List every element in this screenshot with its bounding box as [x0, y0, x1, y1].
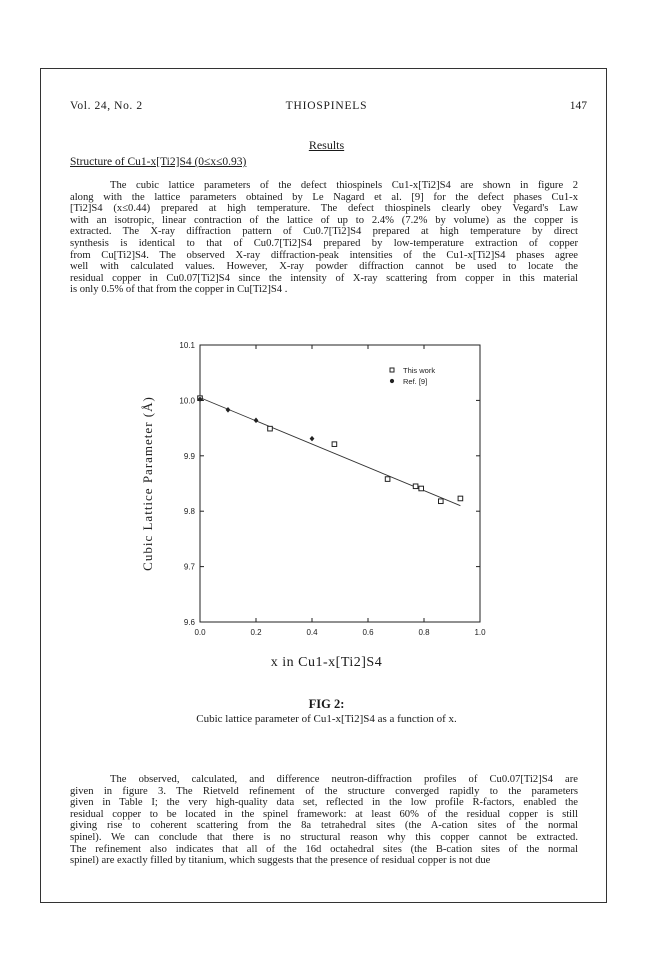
figure-caption: Cubic lattice parameter of Cu1-x[Ti2]S4 as a function of x. [196, 713, 457, 725]
text-line: [Ti2]S4 (x≤0.44) prepared at high temperature. The defect thiospinels clearly obey Vegard's Law [70, 203, 578, 215]
x-tick-label: 0.4 [306, 628, 318, 637]
y-tick-label: 9.8 [183, 507, 195, 517]
x-tick-label: 1.0 [474, 628, 486, 637]
y-tick-label: 10.0 [179, 396, 195, 406]
text-line: The cubic lattice parameters of the defect thiospinels Cu1-x[Ti2]S4 are shown in figure 2 [110, 180, 578, 191]
y-tick-label: 10.1 [179, 341, 195, 350]
x-axis-label: x in Cu1-x[Ti2]S4 [270, 655, 383, 670]
text-line: residual copper in Cu0.07[Ti2]S4 since the intensity of X-ray scattering from copper in this material [70, 272, 578, 284]
x-tick-label: 0.2 [250, 628, 262, 637]
data-point-ref9 [310, 436, 315, 442]
figure-title: FIG 2: [308, 697, 345, 711]
legend-label: This work [403, 366, 436, 375]
subheading: Structure of Cu1-x[Ti2]S4 (0≤x≤0.93) [70, 156, 247, 168]
legend-label: Ref. [9] [403, 377, 428, 386]
data-point-this-work [439, 499, 444, 504]
text-line: giving rise to coherent scattering from the 8a tetrahedral sites (the A-cation sites of the normal [70, 820, 578, 832]
text-line: with an isotropic, linear contraction of the lattice of up to 2.4% (7.2% by volume) as the copper is [70, 214, 578, 226]
journal-volume: Vol. 24, No. 2 [70, 100, 143, 112]
lattice-parameter-chart [130, 340, 500, 650]
page-number: 147 [569, 100, 587, 112]
data-point-ref9 [226, 407, 231, 413]
text-line: is only 0.5% of that from the copper in Cu[Ti2]S4 . [70, 284, 288, 296]
text-line: given in Table I; the very high-quality data set, reflected in the low profile R-factors, enabled the [70, 797, 578, 809]
y-tick-label: 9.9 [183, 451, 195, 461]
y-tick-label: 9.7 [183, 562, 195, 572]
text-line: residual copper to be located in the spinel framework: at least 60% of the residual copper is still [70, 808, 578, 820]
legend-marker-this-work [390, 368, 394, 372]
text-line: synthesis is identical to that of Cu0.7[Ti2]S4 prepared by low-temperature extraction of copper [70, 237, 578, 249]
y-axis-label: Cubic Lattice Parameter (Å) [140, 396, 155, 571]
text-line: along with the lattice parameters obtained by Le Nagard et al. [9] for the defect phases Cu1-x [70, 191, 578, 203]
text-line: given in figure 3. The Rietveld refinement of the structure converged rapidly to the parameters [70, 785, 578, 797]
data-point-this-work [268, 426, 273, 431]
data-point-this-work [413, 484, 418, 489]
section-title: Results [308, 138, 345, 152]
data-point-this-work [419, 486, 424, 491]
legend-marker-ref9 [390, 379, 394, 383]
text-line: spinel) are exactly filled by titanium, which suggests that the presence of residual copper is not due [70, 855, 491, 867]
data-point-this-work [458, 496, 463, 501]
data-point-this-work [332, 442, 337, 447]
text-line: The refinement also indicates that all of the 16d octahedral sites (the B-cation sites of the normal [70, 843, 578, 855]
running-title: THIOSPINELS [285, 100, 368, 112]
data-point-ref9 [254, 418, 259, 424]
plot-frame [200, 345, 480, 622]
text-line: from Cu[Ti2]S4. The observed X-ray diffraction-peak intensities of the Cu1-x[Ti2]S4 phases agree [70, 249, 578, 261]
text-line: The observed, calculated, and difference neutron-diffraction profiles of Cu0.07[Ti2]S4 are [110, 774, 578, 785]
paragraph-2 [70, 774, 578, 867]
text-line: well with calculated values. However, X-ray powder diffraction cannot be used to locate the [70, 261, 578, 273]
y-tick-label: 9.6 [183, 618, 195, 627]
x-tick-label: 0.6 [362, 628, 374, 637]
data-point-this-work [385, 477, 390, 482]
text-line: extracted. The X-ray diffraction pattern of Cu0.7[Ti2]S4 prepared at high temperature by direct [70, 226, 578, 238]
paragraph-1 [70, 180, 578, 296]
text-line: spinel). We can conclude that there is no structural reason why this copper cannot be extracted. [70, 831, 578, 843]
x-tick-label: 0.0 [194, 628, 206, 637]
x-tick-label: 0.8 [418, 628, 430, 637]
